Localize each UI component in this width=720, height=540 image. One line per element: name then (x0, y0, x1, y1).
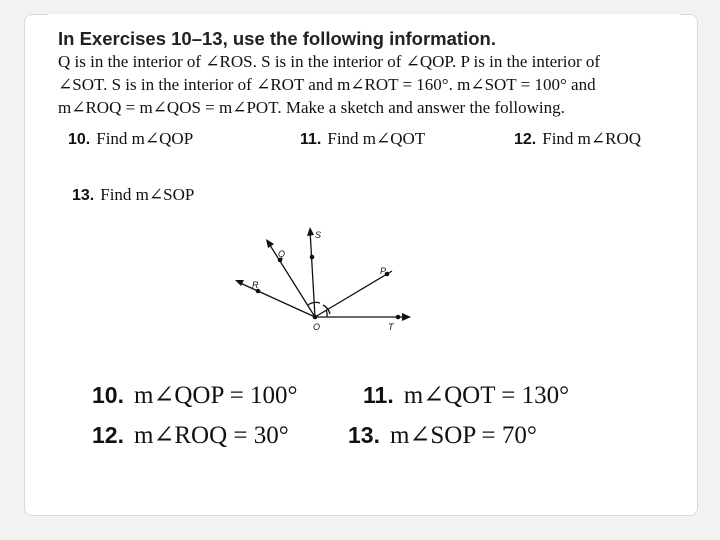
question-number: 13. (72, 187, 95, 204)
answer-number: 11. (363, 382, 394, 408)
arrowhead-s (307, 227, 314, 236)
answer-12 (92, 420, 289, 450)
question-text: Find m∠ROQ (542, 129, 642, 148)
question-number: 12. (514, 131, 537, 148)
angle-diagram (230, 222, 430, 342)
question-12 (514, 129, 641, 149)
label-p: P (380, 266, 387, 276)
answer-text: m∠QOT = 130° (403, 382, 570, 409)
label-r: R (252, 280, 259, 290)
arrowhead-q (266, 239, 274, 248)
answer-text: m∠QOP = 100° (133, 382, 298, 409)
label-t: T (388, 322, 394, 332)
answer-number: 12. (92, 422, 124, 448)
question-number: 10. (68, 131, 91, 148)
answer-text: m∠SOP = 70° (389, 422, 537, 449)
answer-10 (92, 380, 298, 410)
paragraph-line-1: Q is in the interior of ∠ROS. S is in the interior of ∠QOP. P is in the interior of (58, 52, 601, 71)
arrowhead-t (402, 313, 411, 321)
point-t (396, 315, 401, 320)
top-strip (48, 14, 680, 28)
arrowhead-r (235, 280, 244, 286)
label-o: O (313, 322, 321, 332)
exercise-heading: In Exercises 10–13, use the following information. (58, 28, 496, 49)
question-number: 11. (300, 131, 322, 148)
angle-arc (326, 310, 327, 317)
answer-13 (348, 420, 537, 450)
paragraph-line-2: ∠SOT. S is in the interior of ∠ROT and m∠ROT = 160°. m∠SOT = 100° and (58, 75, 596, 94)
label-q: Q (278, 249, 286, 259)
answer-number: 13. (348, 422, 380, 448)
point-o (313, 315, 318, 320)
question-text: Find m∠QOT (327, 129, 426, 148)
question-13 (72, 185, 194, 205)
label-s: S (315, 230, 322, 240)
answer-11 (363, 380, 569, 410)
answer-number: 10. (92, 382, 124, 408)
point-s (310, 255, 315, 260)
question-text: Find m∠QOP (96, 129, 194, 148)
question-10 (68, 129, 193, 149)
question-text: Find m∠SOP (100, 185, 195, 204)
paragraph-line-3: m∠ROQ = m∠QOS = m∠POT. Make a sketch and answer the following. (58, 98, 565, 117)
question-11 (300, 129, 425, 149)
answer-text: m∠ROQ = 30° (133, 422, 289, 449)
